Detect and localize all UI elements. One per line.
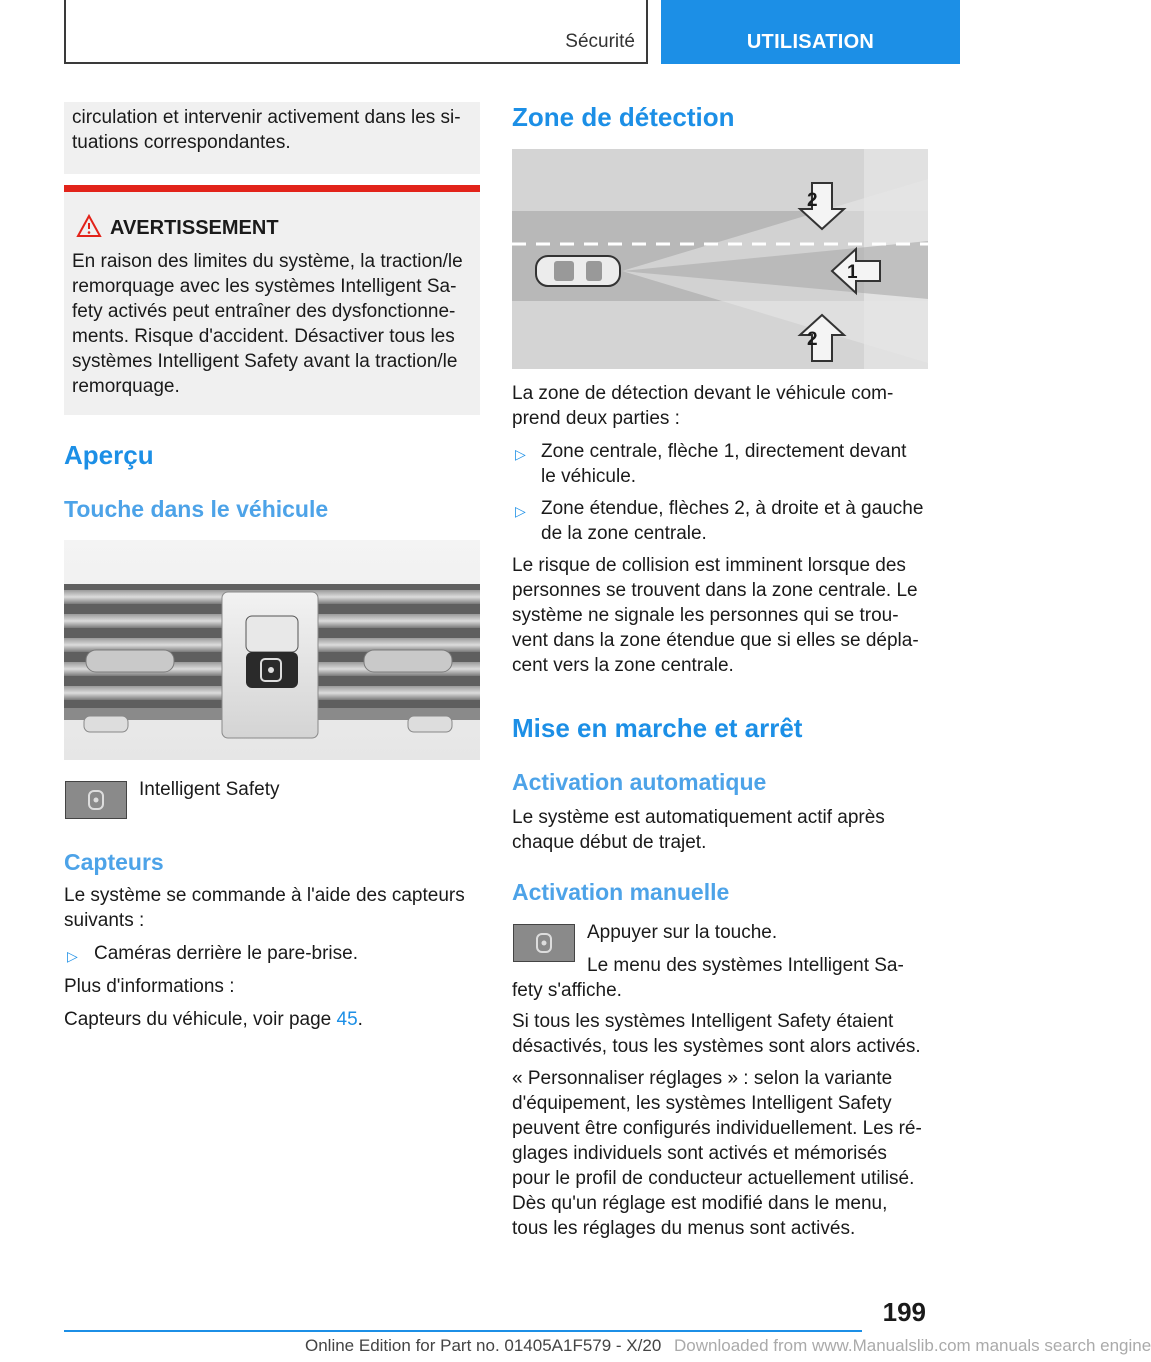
intro-line: tuations correspondantes. [72,132,291,153]
page-link[interactable]: 45 [336,1009,358,1030]
warning-line: ments. Risque d'accident. Désactiver tous les [72,326,455,347]
risk-text: personnes se trouvent dans la zone centrale. Le [512,580,918,601]
warning-line: remorquage. [72,376,180,397]
manual-text: Le menu des systèmes Intelligent Sa- [587,955,904,976]
page-number: 199 [882,1297,926,1327]
intelligent-safety-button-icon [513,924,575,962]
touche-heading: Touche dans le véhicule [64,496,329,522]
warning-triangle-icon [76,214,102,238]
bullet-icon: ▷ [515,446,526,462]
si-text: désactivés, tous les systèmes sont alors activés. [512,1036,921,1057]
chapter-tab-label: UTILISATION [746,31,875,53]
car-shield-icon [534,932,554,954]
risk-text: cent vers la zone centrale. [512,655,734,676]
warning-line: En raison des limites du système, la traction/le [72,251,463,272]
diagram-label-1: 1 [847,262,858,283]
capteurs-reference [64,1007,363,1032]
section-title: Sécurité [565,31,635,52]
button-label: Intelligent Safety [139,779,280,800]
intelligent-safety-button-icon [65,781,127,819]
auto-heading: Activation automatique [512,769,767,795]
perso-text: glages individuels sont activés et mémorisés [512,1143,887,1164]
capteurs-bullet: Caméras derrière le pare-brise. [94,943,358,964]
mise-heading: Mise en marche et arrêt [512,713,803,743]
edition-text: Online Edition for Part no. 01405A1F579 - X/20 [305,1336,662,1355]
plus-info-text: Plus d'informations : [64,976,235,997]
detection-zone-diagram [512,149,928,369]
zone-text: La zone de détection devant le véhicule com- [512,383,894,404]
zone-bullet: de la zone centrale. [541,523,707,544]
perso-text: peuvent être configurés individuellement. Les ré- [512,1118,922,1139]
intro-box [64,102,480,174]
reference-text: Capteurs du véhicule, voir page [64,1009,337,1030]
warning-box [64,185,480,415]
auto-text: chaque début de trajet. [512,832,707,853]
zone-bullet: le véhicule. [541,466,637,487]
diagram-label-2-top: 2 [807,190,818,211]
warning-line: remorquage avec les systèmes Intelligent Sa- [72,276,457,297]
vehicle-button-photo [64,540,480,760]
footer-rule [64,1330,862,1332]
zone-bullet: Zone centrale, flèche 1, directement devant [541,441,907,462]
header-frame [64,0,648,64]
perso-text: tous les réglages du menus sont activés. [512,1218,856,1239]
chapter-tab[interactable] [661,0,960,64]
capteurs-text: suivants : [64,910,145,931]
apercu-heading: Aperçu [64,440,154,470]
car-shield-icon [86,789,106,811]
warning-title: AVERTISSEMENT [110,217,279,239]
bullet-icon: ▷ [515,503,526,519]
diagram-label-2-bottom: 2 [807,329,818,350]
auto-text: Le système est automatiquement actif après [512,807,885,828]
manual-text: fety s'affiche. [512,980,622,1001]
perso-text: pour le profil de conducteur actuellement utilisé. [512,1168,915,1189]
manual-heading: Activation manuelle [512,879,730,905]
risk-text: vent dans la zone étendue que si elles se dépla- [512,630,919,651]
zone-heading: Zone de détection [512,102,735,132]
risk-text: système ne signale les personnes qui se trou- [512,605,899,626]
capteurs-text: Le système se commande à l'aide des capteurs [64,885,465,906]
perso-text: d'équipement, les systèmes Intelligent Safety [512,1093,892,1114]
risk-text: Le risque de collision est imminent lorsque des [512,555,906,576]
perso-text: « Personnaliser réglages » : selon la variante [512,1068,893,1089]
warning-line: systèmes Intelligent Safety avant la traction/le [72,351,458,372]
bullet-icon: ▷ [67,948,78,964]
footer-edition [305,1333,1151,1358]
zone-text: prend deux parties : [512,408,680,429]
warning-line: fety activés peut entraîner des dysfonctionne- [72,301,456,322]
reference-period: . [357,1009,363,1030]
intro-line: circulation et intervenir activement dans les si- [72,107,461,128]
manual-text: Appuyer sur la touche. [587,922,778,943]
perso-text: Dès qu'un réglage est modifié dans le menu, [512,1193,888,1214]
capteurs-heading: Capteurs [64,849,164,875]
si-text: Si tous les systèmes Intelligent Safety étaient [512,1011,894,1032]
watermark-text: Downloaded from www.Manualslib.com manuals search engine [674,1336,1151,1355]
zone-bullet: Zone étendue, flèches 2, à droite et à gauche [541,498,924,519]
